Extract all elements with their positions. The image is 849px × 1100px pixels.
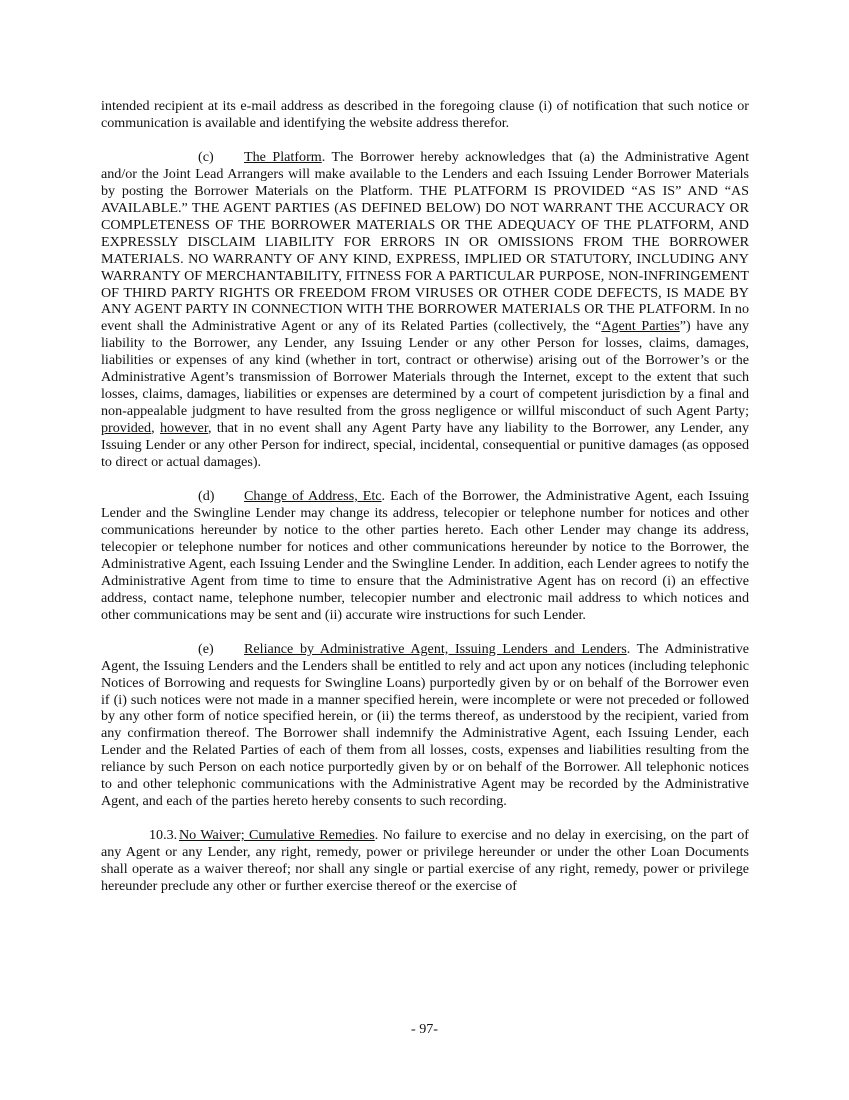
paragraph-d-change-of-address [101,488,749,624]
proviso-comma: , [151,420,160,437]
paragraph-e-number: (e) [198,640,214,657]
paragraph-d-number: (d) [198,488,215,505]
page-number: - 97- [410,1021,438,1037]
paragraph-c-heading: The Platform [244,148,322,165]
paragraph-e-heading: Reliance by Administrative Agent, Issuing Lenders and Lenders [244,640,627,657]
paragraph-c-text-part-3: , that in no event shall any Agent Party have any liability to the Borrower, any Lender, any Issuing Lender or any other Person for indirect, special, incidental, consequential or punitive damages (as opposed to direct or actual damages). [101,420,749,471]
paragraph-c-platform [101,149,749,471]
paragraph-c-text-part-1: . The Borrower hereby acknowledges that (a) the Administrative Agent and/or the Joint Lead Arrangers will make available to the Lenders and each Issuing Lender Borrower Materials by posting the Borrower Materials on the Platform. THE PLATFORM IS PROVIDED “AS IS” AND “AS AVAILABLE.” THE AGENT PARTIES (AS DEFINED BELOW) DO NOT WARRANT THE ACCURACY OR COMPLETENESS OF THE BORROWER MATERIALS OR THE ADEQUACY OF THE PLATFORM, AND EXPRESSLY DISCLAIM LIABILITY FOR ERRORS IN OR OMISSIONS FROM THE BORROWER MATERIALS. NO WARRANTY OF ANY KIND, EXPRESS, IMPLIED OR STATUTORY, INCLUDING ANY WARRANTY OF MERCHANTABILITY, FITNESS FOR A PARTICULAR PURPOSE, NON-INFRINGEMENT OF THIRD PARTY RIGHTS OR FREEDOM FROM VIRUSES OR OTHER CODE DEFECTS, IS MADE BY ANY AGENT PARTY IN CONNECTION WITH THE BORROWER MATERIALS OR THE PLATFORM. In no event shall the Administrative Agent or any of its Related Parties (collectively, the “ [101,148,749,335]
proviso-provided: provided [101,420,152,437]
paragraph-c-number: (c) [198,148,214,165]
paragraph-c-text-part-2: ”) have any liability to the Borrower, any Lender, any Issuing Lender or any other Person for losses, claims, damages, liabilities or expenses of any kind (whether in tort, contract or otherwise) arising out of the Borrower’s or the Administrative Agent’s transmission of Borrower Materials through the Internet, except to the extent that such losses, claims, damages, liabilities or expenses are determined by a court of competent jurisdiction by a final and non-appealable judgment to have resulted from the gross negligence or willful misconduct of such Agent Party; [101,318,749,420]
defined-term-agent-parties: Agent Parties [601,318,680,335]
paragraph-e-reliance [101,641,749,811]
section-10-3-heading: No Waiver; Cumulative Remedies [179,827,375,844]
proviso-however: however [159,420,208,437]
section-10-3-no-waiver [101,827,749,895]
document-body [101,98,749,895]
intro-paragraph: intended recipient at its e-mail address as described in the foregoing clause (i) of notification that such notice or communication is available and identifying the website address therefor. [101,98,749,131]
paragraph-e-text: . The Administrative Agent, the Issuing Lenders and the Lenders shall be entitled to rely and act upon any notices (including telephonic Notices of Borrowing and requests for Swingline Loans) purportedly given by or on behalf of the Borrower even if (i) such notices were not made in a manner specified herein, were incomplete or were not preceded or followed by any other form of notice specified herein, or (ii) the terms thereof, as understood by the recipient, varied from any confirmation thereof. The Borrower shall indemnify the Administrative Agent, each Issuing Lender, each Lender and the Related Parties of each of them from all losses, costs, expenses and liabilities resulting from the reliance by such Person on each notice purportedly given by or on behalf of the Borrower. All telephonic notices to and other telephonic communications with the Administrative Agent may be recorded by the Administrative Agent, and each of the parties hereto hereby consents to such recording. [101,640,749,810]
paragraph-d-heading: Change of Address, Etc [244,488,382,505]
paragraph-d-text: . Each of the Borrower, the Administrative Agent, each Issuing Lender and the Swingline Lender may change its address, telecopier or telephone number for notices and other communications hereunder by notice to the other parties hereto. Each other Lender may change its address, telecopier or telephone number for notices and other communications hereunder by notice to the Borrower, the Administrative Agent, each Issuing Lender and the Swingline Lender. In addition, each Lender agrees to notify the Administrative Agent from time to time to ensure that the Administrative Agent has on record (i) an effective address, contact name, telephone number, telecopier number and electronic mail address to which notices and other communications may be sent and (ii) accurate wire instructions for such Lender. [101,488,749,623]
section-10-3-text: . No failure to exercise and no delay in exercising, on the part of any Agent or any Lender, any right, remedy, power or privilege hereunder or under the other Loan Documents shall operate as a waiver thereof; nor shall any single or partial exercise of any right, remedy, power or privilege hereunder preclude any other or further exercise thereof or the exercise of [101,827,749,895]
section-10-3-number: 10.3. [149,827,178,844]
